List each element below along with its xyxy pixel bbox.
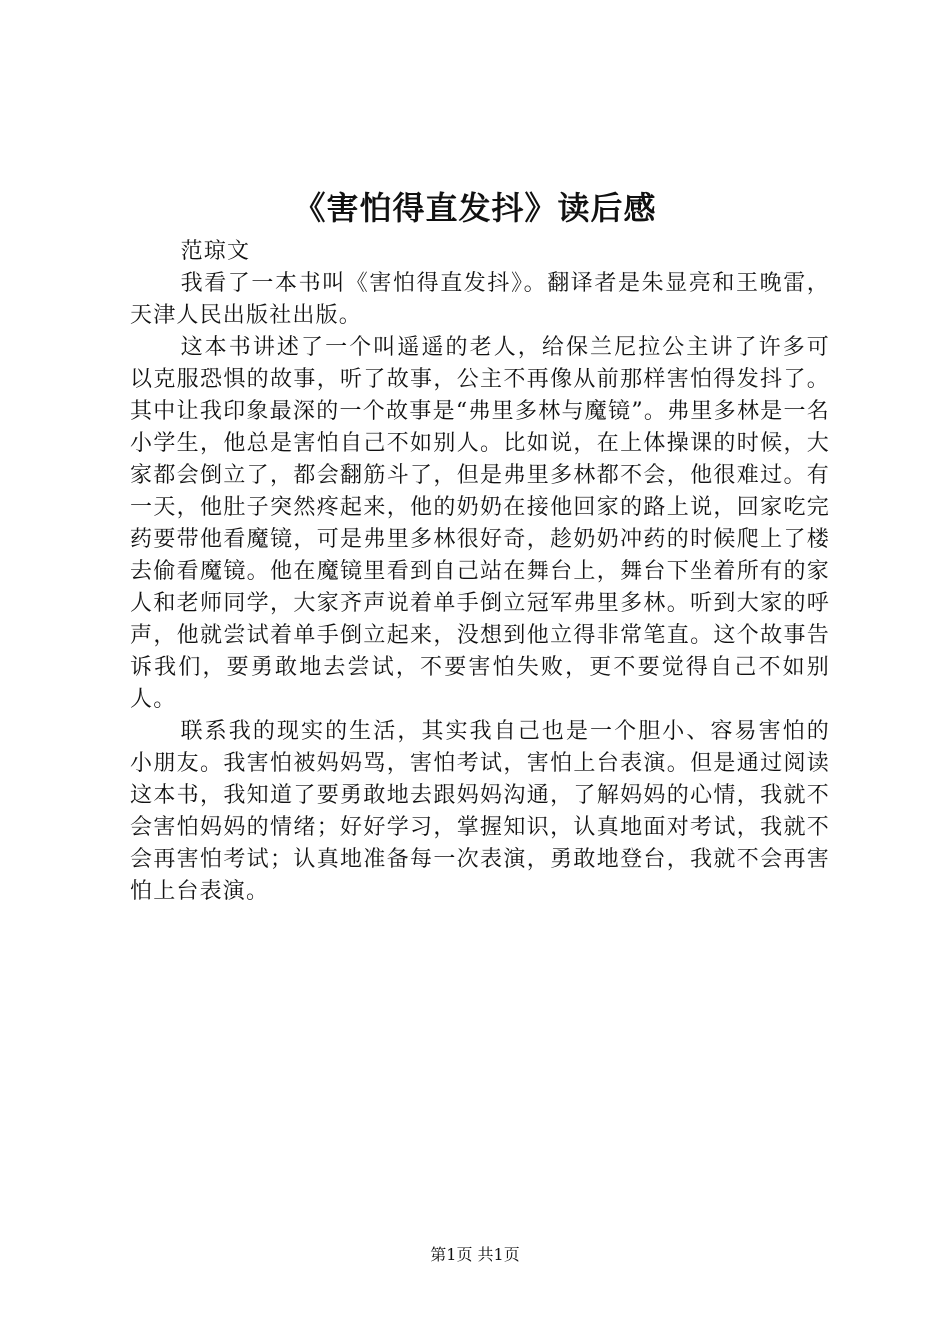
page-title: 《害怕得直发抖》读后感 bbox=[293, 189, 657, 227]
page-footer: 第1页 共1页 bbox=[430, 1245, 520, 1264]
paragraph-2: 这本书讲述了一个叫遥遥的老人，给保兰尼拉公主讲了许多可以克服恐惧的故事，听了故事，公主不再像从前那样害怕得发抖了。其中让我印象最深的一个故事是“弗里多林与魔镜”。弗里多林是一名小学生，他总是害怕自己不如别人。比如说，在上体操课的时候，大家都会倒立了，都会翻筋斗了，但是弗里多林都不会，他很难过。有一天，他肚子突然疼起来，他的奶奶在接他回家的路上说，回家吃完药要带他看魔镜，可是弗里多林很好奇，趁奶奶冲药的时候爬上了楼去偷看魔镜。他在魔镜里看到自己站在舞台上，舞台下坐着所有的家人和老师同学，大家齐声说着单手倒立冠军弗里多林。听到大家的呼声，他就尝试着单手倒立起来，没想到他立得非常笔直。这个故事告诉我们，要勇敢地去尝试，不要害怕失败，更不要觉得自己不如别人。 bbox=[130, 335, 830, 712]
paragraph-3: 联系我的现实的生活，其实我自己也是一个胆小、容易害怕的小朋友。我害怕被妈妈骂，害怕考试，害怕上台表演。但是通过阅读这本书，我知道了要勇敢地去跟妈妈沟通，了解妈妈的心情，我就不会害怕妈妈的情绪；好好学习，掌握知识，认真地面对考试，我就不会再害怕考试；认真地准备每一次表演，勇敢地登台，我就不会再害怕上台表演。 bbox=[130, 719, 830, 904]
author-line: 范琼文 bbox=[180, 239, 251, 264]
paragraph-1: 我看了一本书叫《害怕得直发抖》。翻译者是朱显亮和王晚雷，天津人民出版社出版。 bbox=[130, 271, 830, 328]
document-body bbox=[130, 236, 830, 908]
